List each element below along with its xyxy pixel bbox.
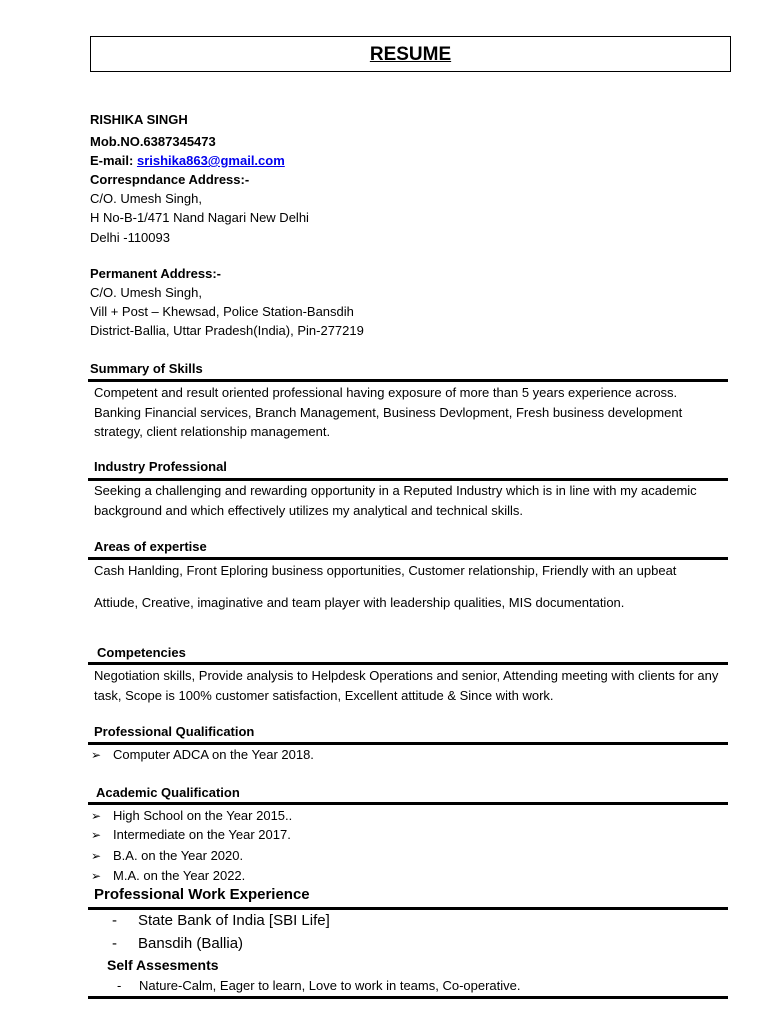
list-item: - State Bank of India [SBI Life] [112, 912, 330, 929]
permanent-line: C/O. Umesh Singh, [90, 285, 202, 300]
email-line [90, 151, 285, 170]
competencies-text: Negotiation skills, Provide analysis to Helpdesk Operations and senior, Attending meeting with clients for any task, Scope is 100% customer satisfaction, Excellent attitude & Since with work. [94, 668, 719, 703]
correspondence-line: H No-B-1/471 Nand Nagari New Delhi [90, 210, 309, 225]
section-divider [88, 662, 728, 665]
dash-bullet: - [117, 978, 122, 993]
expertise-heading: Areas of expertise [94, 539, 207, 554]
candidate-name: RISHIKA SINGH [90, 112, 188, 127]
dash-bullet: - [112, 935, 117, 952]
list-item: ➢ Computer ADCA on the Year 2018. [91, 745, 314, 765]
prof-qual-heading: Professional Qualification [94, 724, 255, 739]
section-divider [88, 557, 728, 560]
permanent-label: Permanent Address:- [90, 266, 221, 281]
section-divider [88, 907, 728, 910]
competencies-heading: Competencies [97, 645, 186, 660]
summary-text: Competent and result oriented professional having exposure of more than 5 years experience across. Banking Financial services, Branch Management, Business Devlopment, Fresh business development strategy, client relationship management. [94, 385, 683, 439]
title-box [90, 36, 731, 72]
expertise-line: Cash Hanlding, Front Eploring business opportunities, Customer relationship, Friendly with an upbeat [94, 563, 677, 578]
permanent-line: District-Ballia, Uttar Pradesh(India), Pin-277219 [90, 323, 364, 338]
arrow-bullet-icon: ➢ [91, 828, 102, 842]
list-item: - Nature-Calm, Eager to learn, Love to work in teams, Co-operative. [117, 978, 521, 993]
summary-heading: Summary of Skills [90, 361, 203, 376]
industry-text: Seeking a challenging and rewarding opportunity in a Reputed Industry which is in line with my academic background and which effectively utilizes my analytical and technical skills. [94, 483, 697, 518]
list-item: ➢ Intermediate on the Year 2017. [91, 825, 291, 845]
mobile-number: Mob.NO.6387345473 [90, 134, 216, 149]
work-heading: Professional Work Experience [94, 886, 310, 903]
arrow-bullet-icon: ➢ [91, 748, 102, 762]
arrow-bullet-icon: ➢ [91, 809, 102, 823]
correspondence-label: Correspndance Address:- [90, 172, 250, 187]
permanent-line: Vill + Post – Khewsad, Police Station-Bansdih [90, 304, 354, 319]
email-label: E-mail: [90, 153, 137, 168]
list-item: ➢ M.A. on the Year 2022. [91, 866, 245, 886]
list-item: - Bansdih (Ballia) [112, 935, 244, 952]
self-heading: Self Assesments [107, 957, 219, 973]
section-divider [88, 802, 728, 805]
arrow-bullet-icon: ➢ [91, 849, 102, 863]
correspondence-line: Delhi -110093 [90, 230, 170, 245]
correspondence-line: C/O. Umesh Singh, [90, 191, 202, 206]
industry-heading: Industry Professional [94, 459, 227, 474]
acad-qual-heading: Academic Qualification [96, 785, 240, 800]
section-divider [88, 379, 728, 382]
dash-bullet: - [112, 912, 117, 929]
expertise-line: Attiude, Creative, imaginative and team player with leadership qualities, MIS documentation. [94, 595, 625, 610]
list-item: ➢ High School on the Year 2015.. [91, 806, 292, 826]
list-item: ➢ B.A. on the Year 2020. [91, 846, 243, 866]
arrow-bullet-icon: ➢ [91, 869, 102, 883]
section-divider [88, 996, 728, 999]
resume-title: RESUME [369, 44, 452, 65]
email-link[interactable]: srishika863@gmail.com [136, 153, 285, 168]
